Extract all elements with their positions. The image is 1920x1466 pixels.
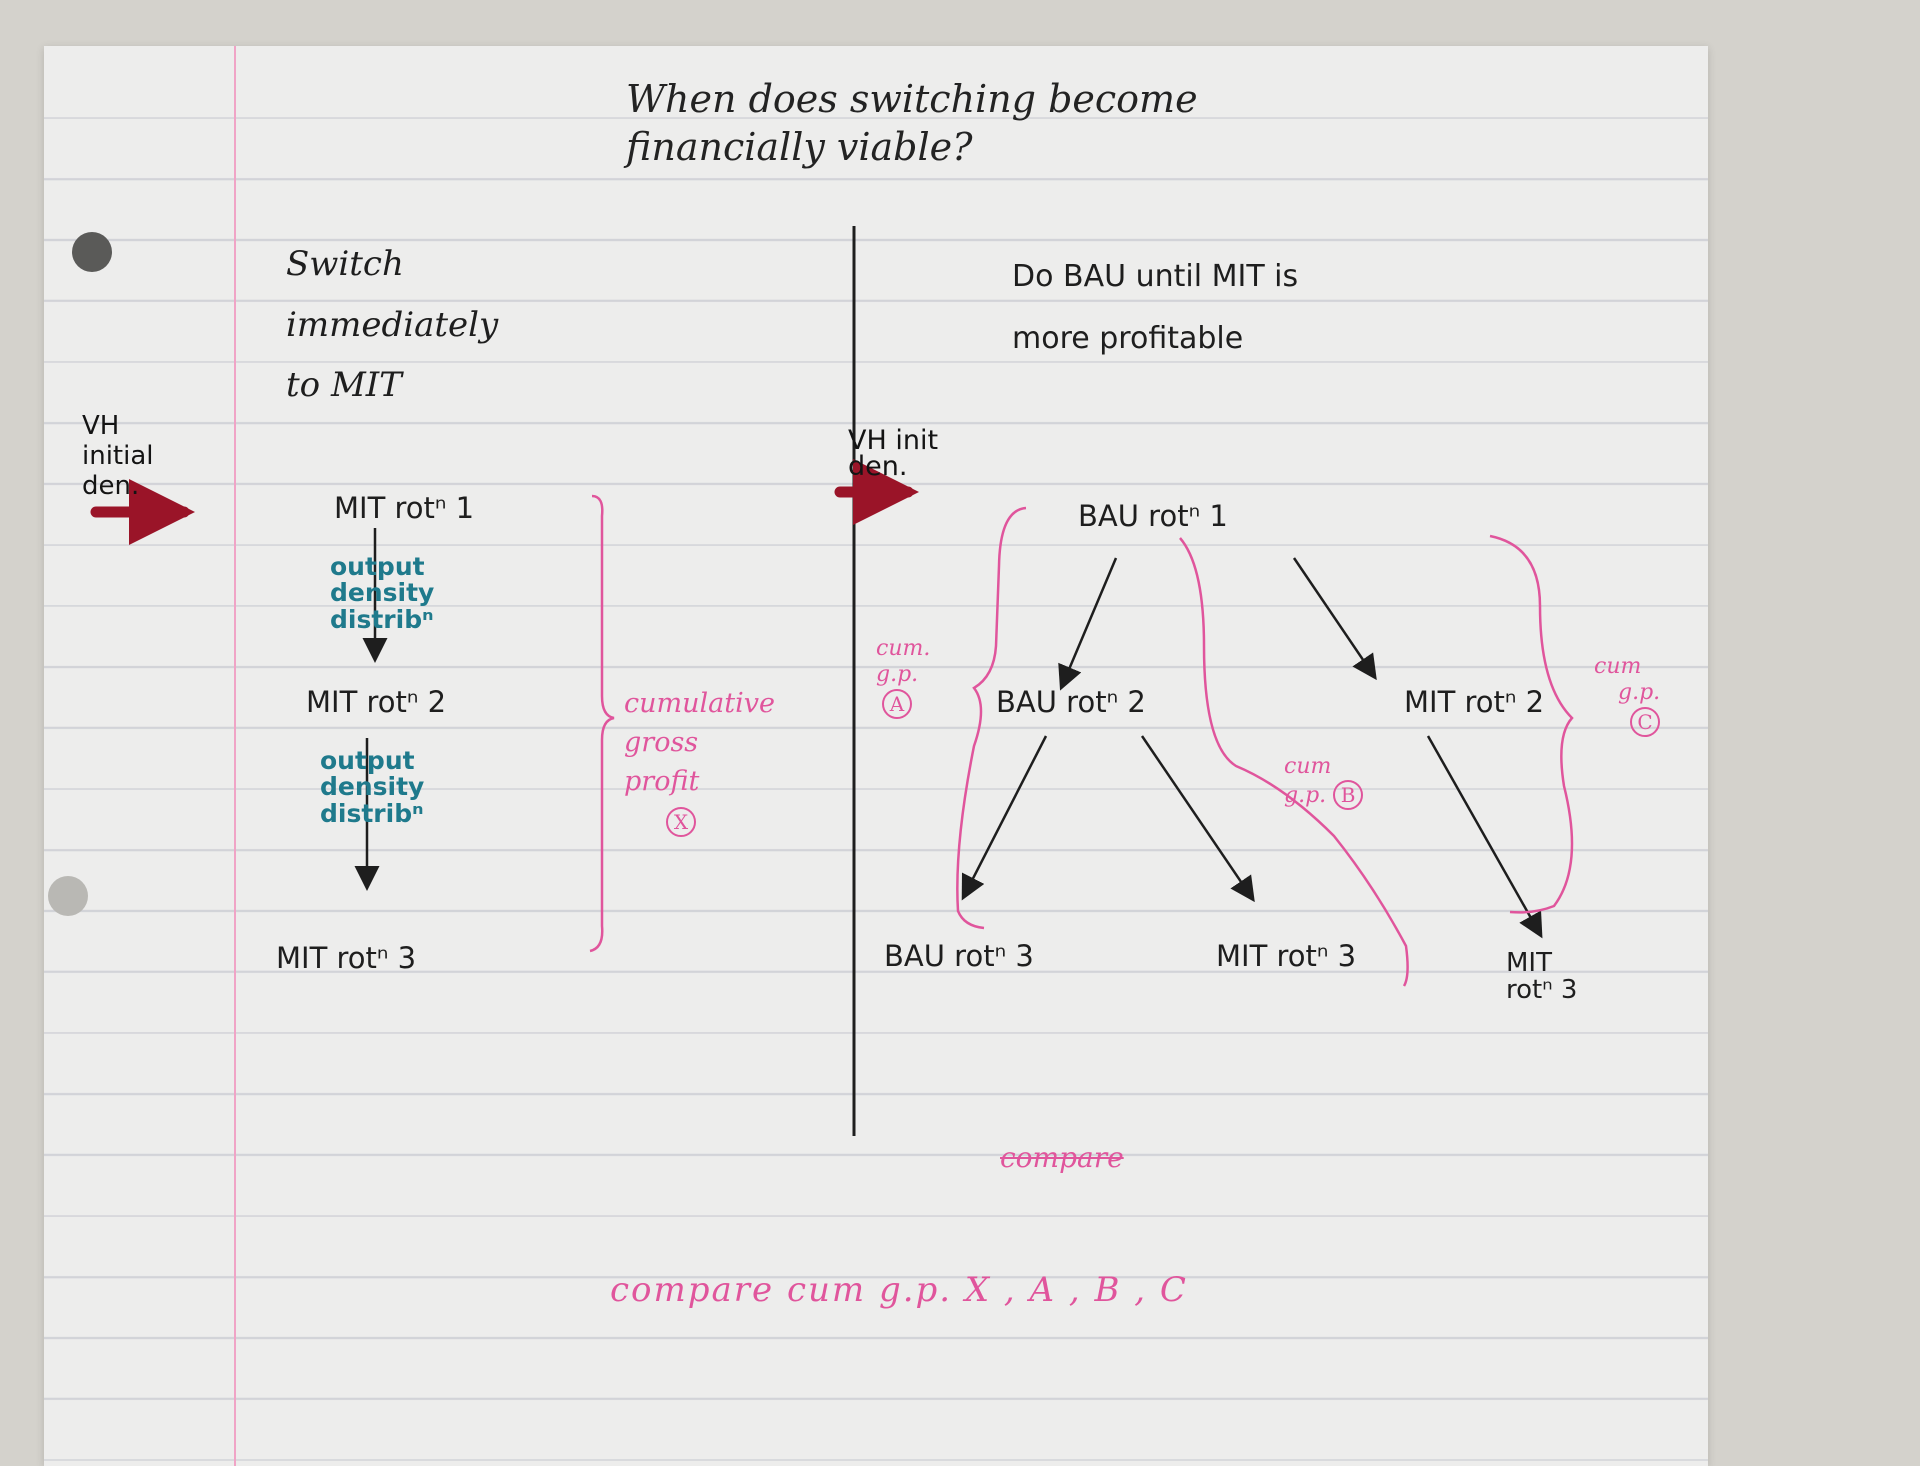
cum-gp-a-label: cum. g.p. A: [876, 636, 930, 719]
output-density-note-1: output density distribⁿ: [330, 552, 435, 634]
arrow-bau2-to-bau3: [964, 736, 1046, 896]
page-title: When does switching become financially viable?: [626, 77, 1198, 169]
vh-init-density-label: VH init den.: [848, 425, 939, 482]
arrow-mit2-to-mit3: [1428, 736, 1540, 934]
arrow-bau2-to-mit3: [1142, 736, 1252, 898]
mit-rotation-1: MIT rotⁿ 1: [334, 491, 475, 525]
arrow-bau1-to-mit2: [1294, 558, 1374, 676]
output-density-note-2: output density distribⁿ: [320, 746, 425, 828]
symbol-c: C: [1630, 707, 1660, 737]
footer-compare-note: compare cum g.p. X , A , B , C: [610, 1270, 1188, 1310]
left-brace: [590, 496, 614, 951]
symbol-b: B: [1333, 780, 1363, 810]
mit-rotation-2-right: MIT rotⁿ 2: [1404, 685, 1545, 719]
symbol-a: A: [882, 689, 912, 719]
cum-gp-b-label: cum g.p. B: [1284, 754, 1363, 810]
arrow-bau1-to-bau2: [1062, 558, 1116, 686]
mit-rotation-3-middle: MIT rotⁿ 3: [1216, 939, 1357, 973]
cum-gp-c-label: cum g.p. C: [1594, 654, 1660, 737]
left-heading: Switch immediately to MIT: [286, 244, 499, 406]
symbol-x: X: [666, 807, 696, 837]
struck-compare-text: compare: [1000, 1141, 1124, 1174]
vh-initial-density-label: VH initial den.: [82, 411, 154, 501]
bau-rotation-3: BAU rotⁿ 3: [884, 939, 1034, 973]
bau-rotation-1: BAU rotⁿ 1: [1078, 499, 1228, 533]
mit-rotation-2: MIT rotⁿ 2: [306, 685, 447, 719]
bau-rotation-2: BAU rotⁿ 2: [996, 685, 1146, 719]
cumulative-gross-profit-label: cumulative gross profit X: [624, 684, 775, 841]
mit-rotation-3: MIT rotⁿ 3: [276, 941, 417, 975]
mit-rotation-3-right: MIT rotⁿ 3: [1506, 948, 1578, 1006]
right-heading: Do BAU until MIT is more profitable: [1012, 259, 1299, 356]
brace-c: [1490, 536, 1572, 912]
notebook-page: [44, 46, 1708, 1466]
